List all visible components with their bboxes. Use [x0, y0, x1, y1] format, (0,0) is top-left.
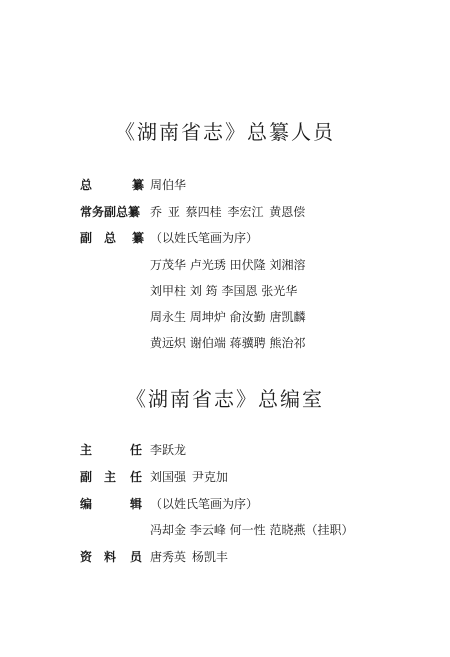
editors-names: 冯却金 李云峰 何一性 范晓燕（挂职）	[150, 523, 354, 537]
deputy-director-names: 刘国强 尹克加	[150, 470, 228, 484]
name-list-row: 黄远炽 谢伯端 蒋骥聘 熊治祁	[150, 336, 306, 350]
executive-deputy-names: 乔 亚 蔡四桂 李宏江 黄恩偿	[150, 205, 306, 219]
archivists-names: 唐秀英 杨凯丰	[150, 550, 228, 564]
deputy-order-note: （以姓氏笔画为序）	[150, 231, 259, 245]
name-list-row: 刘甲柱 刘 筠 李国恩 张光华	[150, 284, 298, 298]
name-list-row: 万茂华 卢光琇 田伏隆 刘湘溶	[150, 258, 306, 272]
section-title-compilers: 《湖南省志》总纂人员	[115, 120, 335, 144]
section-title-editorial-office: 《湖南省志》总编室	[126, 387, 324, 411]
name-list-row: 周永生 周坤炉 俞汝勤 唐凯麟	[150, 310, 306, 324]
chief-compiler-names: 周伯华	[150, 178, 187, 192]
editors-order-note: （以姓氏笔画为序）	[150, 497, 259, 511]
director-name: 李跃龙	[150, 443, 187, 457]
